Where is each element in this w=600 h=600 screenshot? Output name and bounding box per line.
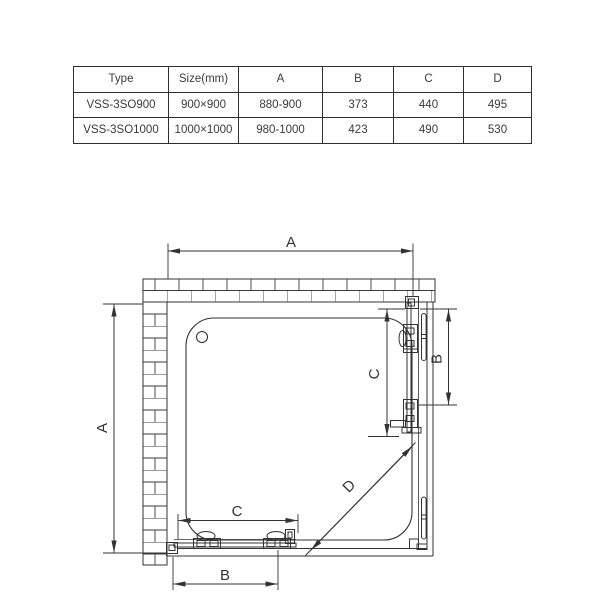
col-header-size: Size(mm): [169, 67, 239, 93]
right-door-roller-top: [399, 325, 418, 353]
cell-d: 530: [464, 118, 532, 144]
cell-type: VSS-3SO900: [74, 92, 169, 118]
cell-a: 880-900: [239, 92, 323, 118]
cell-c: 490: [394, 118, 464, 144]
dim-label-a-left: A: [94, 422, 111, 434]
cell-d: 495: [464, 92, 532, 118]
bottom-door-glass: [174, 543, 296, 547]
right-door-handle-bottom: [422, 497, 427, 539]
shower-tray: [186, 318, 412, 540]
cell-a: 980-1000: [239, 118, 323, 144]
dim-label-c-bottom: C: [231, 503, 243, 520]
right-door-handle-top: [422, 314, 427, 361]
dim-b-right: [419, 309, 457, 405]
cell-type: VSS-3SO1000: [74, 118, 169, 144]
cell-b: 423: [323, 118, 394, 144]
dim-label-d: D: [339, 476, 360, 497]
right-sliding-door: [391, 297, 422, 434]
dim-label-b-right: B: [428, 353, 446, 365]
right-door-roller-bottom: [391, 400, 422, 434]
bottom-door-roller-left: [194, 532, 221, 549]
cell-size: 900×900: [169, 92, 239, 118]
col-header-b: B: [323, 67, 394, 93]
col-header-d: D: [464, 67, 532, 93]
bottom-door-roller-right: [264, 532, 291, 549]
corner-bracket-bottom-right: [410, 539, 428, 550]
top-wall: [143, 279, 435, 302]
bottom-sliding-door: [167, 530, 297, 554]
drain-circle: [197, 332, 208, 343]
cell-b: 373: [323, 92, 394, 118]
dim-c-right: [366, 309, 405, 437]
dim-d-diagonal: [306, 443, 416, 556]
col-header-a: A: [239, 67, 323, 93]
dim-label-b-bottom: B: [219, 567, 231, 584]
cell-size: 1000×1000: [169, 118, 239, 144]
right-door-glass: [407, 303, 411, 432]
left-wall: [143, 302, 167, 565]
dim-label-c-right: C: [366, 368, 383, 380]
cell-c: 440: [394, 92, 464, 118]
bottom-door-wall-bracket: [167, 543, 178, 554]
col-header-c: C: [394, 67, 464, 93]
dim-label-a-top: A: [285, 234, 297, 251]
col-header-type: Type: [74, 67, 169, 93]
